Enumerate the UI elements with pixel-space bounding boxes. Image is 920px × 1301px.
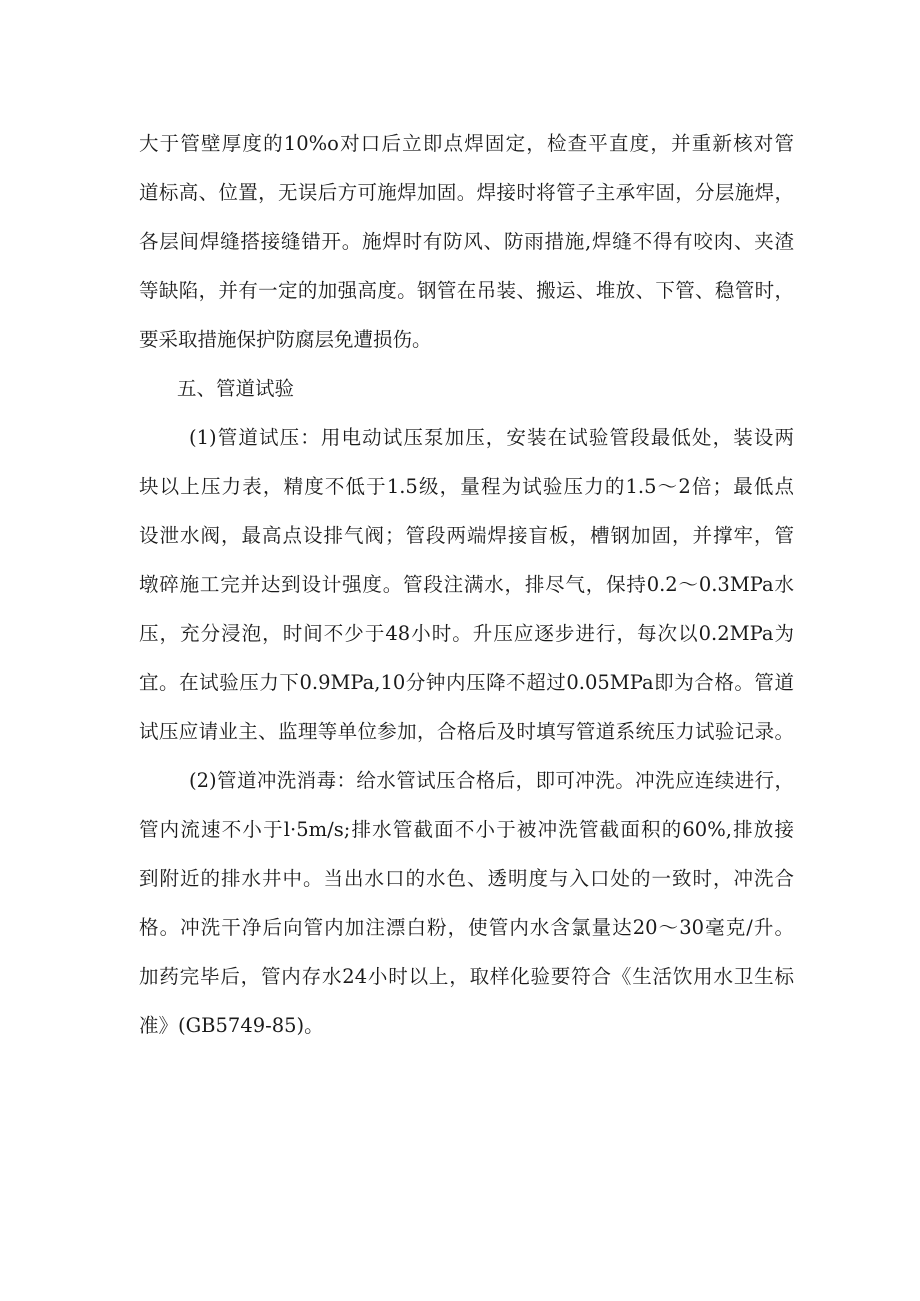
- text-line: 墩碎施工完并达到设计强度。管段注满水，排尽气，保持0.2～0.3MPa水: [139, 573, 794, 596]
- text-line: 格。冲洗干净后向管内加注漂白粉，使管内水含氯量达20～30毫克/升。: [139, 916, 794, 939]
- text-line: 压，充分浸泡，时间不少于48小时。升压应逐步进行，每次以0.2MPa为: [139, 622, 794, 645]
- text-line: 管内流速不小于l·5m∕s;排水管截面不小于被冲洗管截面积的60%,排放接: [139, 818, 794, 841]
- text-line: 等缺陷，并有一定的加强高度。钢管在吊装、搬运、堆放、下管、稳管时，: [139, 279, 794, 302]
- text-line: 加药完毕后，管内存水24小时以上，取样化验要符合《生活饮用水卫生标: [139, 965, 794, 988]
- text-line: 试压应请业主、监理等单位参加，合格后及时填写管道系统压力试验记录。: [139, 720, 794, 743]
- text-line: 各层间焊缝搭接缝错开。施焊时有防风、防雨措施,焊缝不得有咬肉、夹渣: [139, 230, 794, 253]
- text-line: 准》(GB5749-85)。: [139, 1014, 324, 1037]
- text-line: 宜。在试验压力下0.9MPa,10分钟内压降不超过0.05MPa即为合格。管道: [139, 671, 794, 694]
- text-line: 到附近的排水井中。当出水口的水色、透明度与入口处的一致时，冲洗合: [139, 867, 794, 890]
- section-heading: 五、管道试验: [177, 377, 295, 400]
- text-line: 块以上压力表，精度不低于1.5级，量程为试验压力的1.5～2倍；最低点: [139, 475, 794, 498]
- text-line: 要采取措施保护防腐层免遭损伤。: [139, 328, 432, 351]
- text-line: (2)管道冲洗消毒：给水管试压合格后，即可冲洗。冲洗应连续进行，: [189, 769, 794, 792]
- text-line: (1)管道试压：用电动试压泵加压，安装在试验管段最低处，装设两: [189, 426, 794, 449]
- text-line: 道标高、位置，无误后方可施焊加固。焊接时将管子主承牢固，分层施焊，: [139, 181, 794, 204]
- text-line: 大于管壁厚度的10%o对口后立即点焊固定，检查平直度，并重新核对管: [139, 132, 794, 155]
- text-line: 设泄水阀，最高点设排气阀；管段两端焊接盲板，槽钢加固，并撑牢，管: [139, 524, 794, 547]
